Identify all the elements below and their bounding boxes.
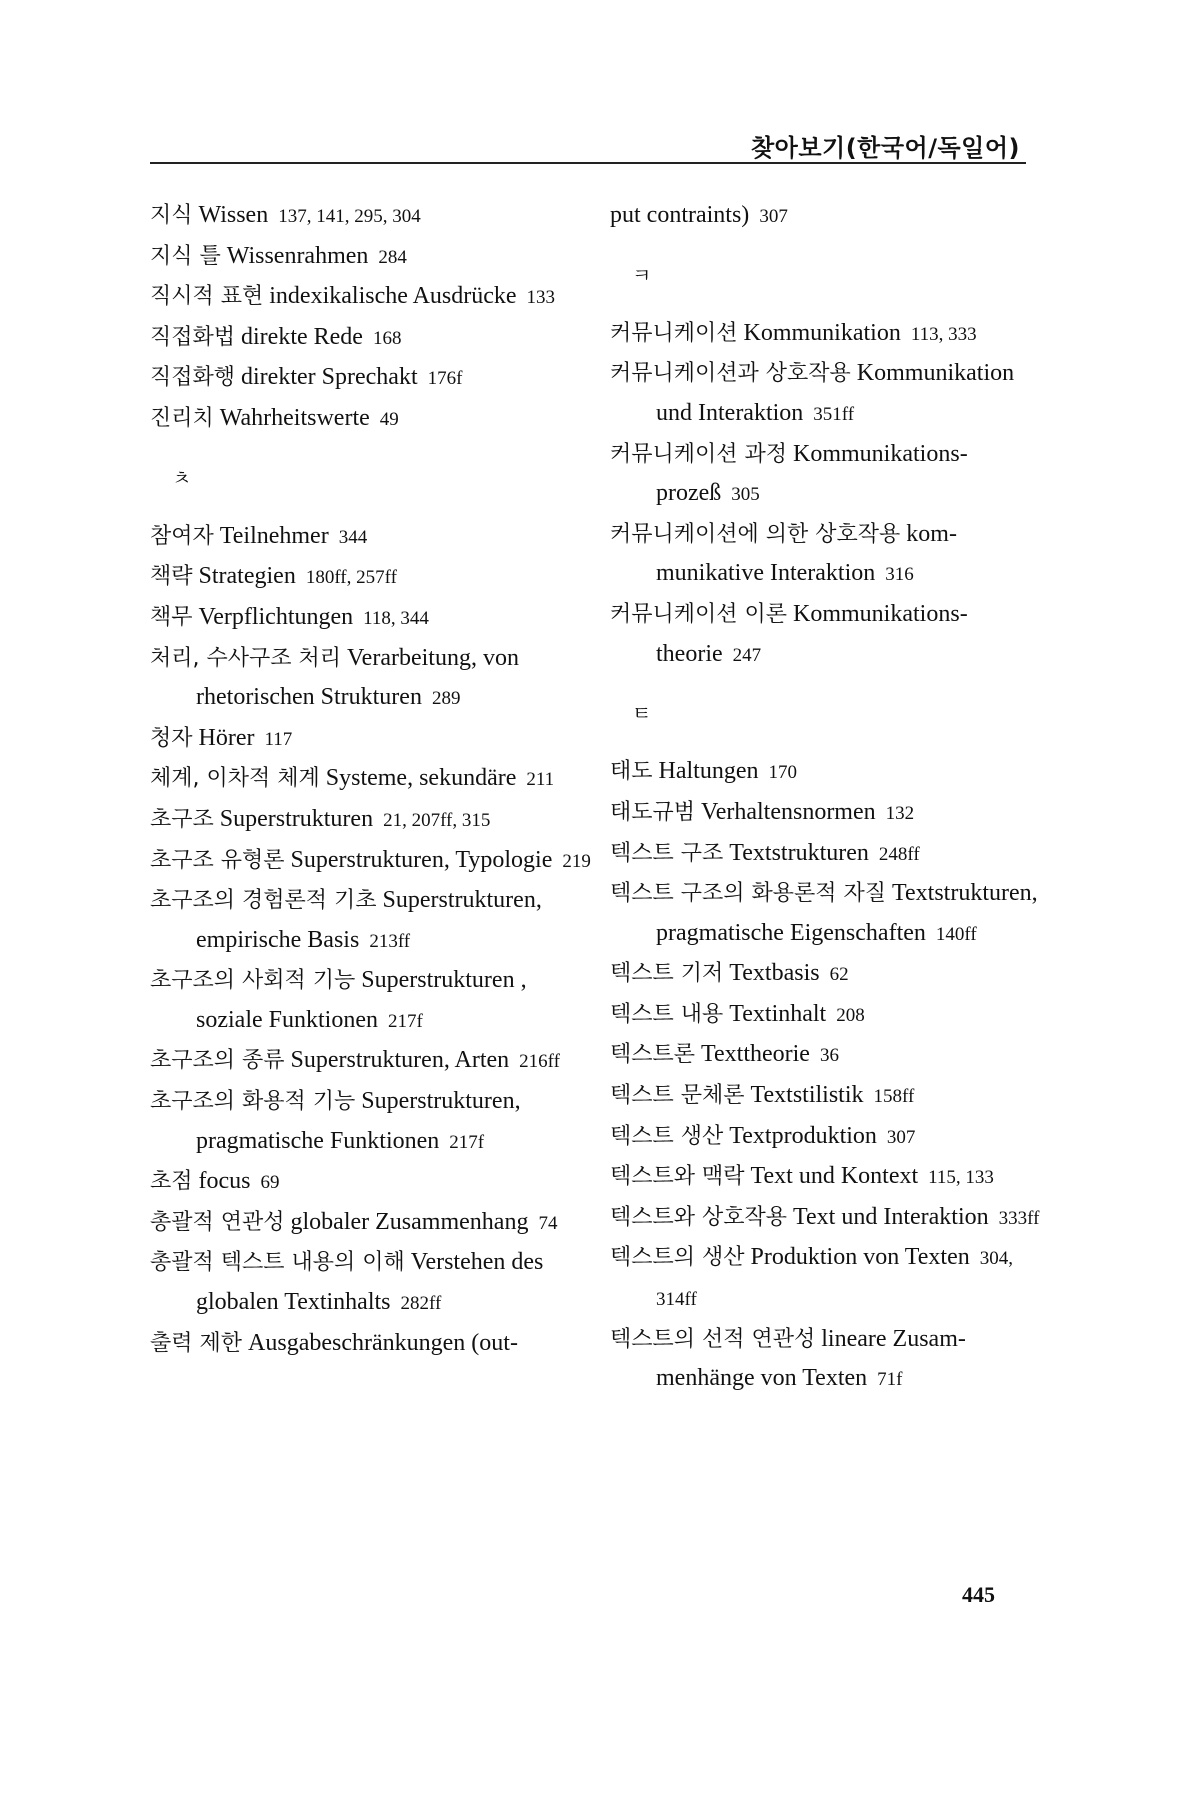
korean-term: 커뮤니케이션 과정 — [610, 441, 788, 467]
page-reference: 305 — [731, 484, 760, 506]
page-reference: 307 — [759, 206, 788, 227]
index-entry — [610, 793, 1055, 834]
index-entry — [150, 1162, 595, 1203]
german-term: Verarbeitung, von rhetorischen Strukturen — [196, 644, 519, 711]
page-reference: 217f — [387, 1010, 423, 1032]
page-reference: 219 — [562, 850, 591, 872]
page-reference: 71f — [877, 1369, 903, 1391]
index-entry — [610, 595, 1055, 675]
page-reference: 304, 314ff — [656, 1248, 1013, 1311]
page-reference: 248ff — [878, 843, 920, 865]
german-term: Verhaltensnormen — [701, 798, 876, 825]
index-entry — [150, 800, 595, 841]
page-reference: 351ff — [813, 403, 855, 425]
page-reference: 69 — [260, 1172, 280, 1194]
german-term: Text und Interaktion — [793, 1203, 989, 1230]
korean-term: 텍스트의 선적 연관성 — [610, 1326, 816, 1352]
index-entry — [610, 1320, 1055, 1400]
index-entry — [610, 1198, 1055, 1239]
index-entry — [610, 1117, 1055, 1158]
german-term: Superstrukturen, empirische Basis — [196, 887, 542, 953]
page-reference: 49 — [379, 408, 399, 430]
header-title: 찾아보기(한국어/독일어) — [750, 134, 1020, 162]
german-term: Wissen — [198, 202, 269, 228]
page-reference: 216ff — [519, 1051, 560, 1073]
index-entry — [610, 954, 1055, 995]
page-reference: 247 — [732, 644, 762, 666]
index-entry — [150, 1243, 595, 1323]
german-term: indexikalische Ausdrücke — [269, 283, 517, 310]
index-entry — [610, 874, 1055, 954]
page-reference: 118, 344 — [363, 607, 429, 629]
korean-term: 직시적 표현 — [150, 284, 264, 310]
korean-term: 텍스트와 맥락 — [610, 1164, 745, 1190]
korean-term: 지식 — [150, 203, 193, 228]
korean-term: 초구조의 경험론적 기초 — [150, 888, 377, 914]
german-term: Produktion von Texten — [750, 1244, 970, 1271]
german-term: Kommunikationsprozeß — [656, 440, 968, 507]
page-reference: 180ff, 257ff — [305, 567, 397, 589]
korean-term: 청자 — [150, 725, 193, 751]
korean-term: 텍스트 내용 — [610, 1001, 724, 1027]
german-term: Kommunikation — [743, 319, 901, 346]
german-term: direkte Rede — [241, 323, 363, 350]
section-letter: ㅊ — [172, 465, 192, 490]
german-term: kommunikative Interaktion — [656, 520, 957, 587]
index-entry — [150, 196, 595, 237]
index-entry — [610, 1076, 1055, 1117]
index-entry — [150, 358, 595, 399]
german-term: Wissenrahmen — [226, 242, 369, 269]
index-entry — [150, 1082, 595, 1162]
index-entry — [610, 995, 1055, 1036]
german-term: Strategien — [198, 563, 296, 590]
page-reference: 344 — [338, 526, 368, 548]
index-entry — [610, 1238, 1055, 1319]
german-term: Textinhalt — [729, 1000, 827, 1027]
index-entry — [610, 752, 1055, 793]
german-term: Verstehen des globalen Textinhalts — [196, 1249, 544, 1316]
page-reference: 213ff — [369, 930, 411, 952]
german-term: Verpflichtungen — [198, 603, 354, 630]
korean-term: 텍스트의 생산 — [610, 1245, 745, 1271]
index-entry — [150, 759, 595, 800]
german-term: Hörer — [198, 724, 255, 751]
korean-term: 텍스트 기저 — [610, 961, 724, 987]
index-entry — [150, 399, 595, 440]
german-term: Textbasis — [729, 960, 820, 987]
page-reference: 282ff — [400, 1293, 442, 1315]
korean-term: 참여자 — [150, 523, 214, 549]
german-term: Superstrukturen, pragmatische Funktionen — [196, 1088, 521, 1154]
korean-term: 커뮤니케이션 — [610, 320, 738, 346]
german-term: lineare Zusammenhänge von Texten — [656, 1325, 966, 1392]
page-number: 445 — [962, 1582, 995, 1607]
korean-term: 텍스트 생산 — [610, 1123, 724, 1149]
page-reference: 158ff — [873, 1086, 915, 1108]
page-reference: 307 — [886, 1126, 916, 1148]
korean-term: 직접화법 — [150, 324, 236, 350]
page-reference: 133 — [526, 287, 556, 309]
page-reference: 36 — [819, 1045, 839, 1067]
korean-term: 초구조의 화용적 기능 — [150, 1089, 356, 1115]
korean-term: 처리, 수사구조 처리 — [150, 645, 341, 671]
page-reference: 284 — [378, 246, 407, 268]
page-reference: 117 — [264, 728, 293, 750]
index-entry — [150, 961, 595, 1041]
korean-term: 초구조 — [150, 806, 214, 832]
index-entry — [150, 639, 595, 719]
index-entry — [610, 834, 1055, 875]
index-entry — [610, 196, 1055, 237]
index-entry — [610, 314, 1055, 355]
page-reference: 316 — [885, 564, 914, 586]
section-letter: ㅌ — [632, 701, 652, 726]
german-term: Text und Kontext — [750, 1163, 919, 1190]
index-entry — [150, 557, 595, 598]
german-term: Superstrukturen, Arten — [290, 1047, 510, 1074]
index-entry — [150, 1041, 595, 1082]
page-reference: 137, 141, 295, 304 — [278, 206, 421, 227]
running-header — [150, 128, 1026, 164]
index-entry — [610, 515, 1055, 595]
korean-term: 책략 — [150, 564, 193, 590]
page-reference: 21, 207ff, 315 — [383, 809, 491, 831]
korean-term: 체계, 이차적 체계 — [150, 766, 320, 792]
korean-term: 태도 — [610, 759, 653, 785]
section-letter: ㅋ — [632, 262, 652, 287]
korean-term: 텍스트 구조의 화용론적 자질 — [610, 881, 887, 907]
page-reference: 289 — [431, 688, 461, 710]
korean-term: 초구조 유형론 — [150, 847, 285, 873]
index-entry — [150, 719, 595, 760]
korean-term: 지식 틀 — [150, 243, 221, 269]
german-term: Texttheorie — [701, 1041, 810, 1068]
index-entry — [150, 277, 595, 318]
korean-term: 초구조의 종류 — [150, 1048, 285, 1074]
index-entry — [150, 318, 595, 359]
german-term: Kommunikationstheorie — [656, 600, 968, 667]
korean-term: 직접화행 — [150, 365, 236, 391]
korean-term: 텍스트와 상호작용 — [610, 1204, 788, 1230]
korean-term: 커뮤니케이션과 상호작용 — [610, 361, 851, 387]
german-term: Textstilistik — [750, 1082, 864, 1109]
german-term: Ausgabeschränkungen (out- — [248, 1329, 518, 1356]
korean-term: 초점 — [150, 1169, 193, 1195]
german-term: Systeme, sekundäre — [325, 765, 517, 792]
german-term: Superstrukturen, Typologie — [290, 846, 553, 873]
index-entry — [150, 517, 595, 558]
index-entry — [610, 1035, 1055, 1076]
index-entry — [150, 1203, 595, 1244]
index-entry — [610, 435, 1055, 515]
page-reference: 62 — [829, 964, 849, 986]
korean-term: 진리치 — [150, 405, 214, 431]
page-reference: 140ff — [935, 923, 977, 945]
page-reference: 176f — [427, 368, 463, 390]
page-reference: 74 — [538, 1212, 558, 1234]
german-term: Haltungen — [658, 758, 759, 785]
korean-term: 커뮤니케이션 이론 — [610, 601, 788, 627]
index-entry — [150, 598, 595, 639]
german-term: Superstrukturen — [219, 805, 374, 832]
korean-term: 초구조의 사회적 기능 — [150, 968, 356, 994]
page-reference: 132 — [885, 802, 915, 824]
korean-term: 총괄적 텍스트 내용의 이해 — [150, 1250, 405, 1276]
korean-term: 책무 — [150, 604, 193, 630]
index-entry — [610, 354, 1055, 434]
korean-term: 출력 제한 — [150, 1330, 243, 1356]
index-entry — [150, 841, 595, 882]
german-term: focus — [198, 1168, 251, 1195]
german-term: Textstrukturen, pragmatische Eigenschaften — [656, 880, 1038, 946]
index-entry — [610, 1157, 1055, 1198]
korean-term: 텍스트 문체론 — [610, 1083, 745, 1109]
korean-term: 커뮤니케이션에 의한 상호작용 — [610, 521, 901, 547]
korean-term: 텍스트 구조 — [610, 840, 724, 866]
page-reference: 211 — [526, 769, 555, 791]
german-term: Textstrukturen — [729, 839, 869, 866]
index-entry — [150, 237, 595, 278]
index-entry — [150, 881, 595, 961]
german-term: Textproduktion — [729, 1122, 877, 1149]
index-entry — [150, 1324, 595, 1364]
german-term: direkter Sprechakt — [241, 364, 418, 391]
korean-term: 텍스트론 — [610, 1042, 696, 1068]
index-column-right — [610, 196, 1055, 1400]
german-term: Superstrukturen , soziale Funktionen — [196, 967, 527, 1033]
german-term: put contraints) — [610, 202, 750, 228]
page-reference: 113, 333 — [910, 323, 977, 345]
german-term: Teilnehmer — [219, 522, 329, 549]
german-term: globaler Zusammenhang — [290, 1208, 529, 1235]
korean-term: 총괄적 연관성 — [150, 1209, 285, 1235]
page-reference: 217f — [449, 1131, 485, 1153]
page-reference: 208 — [836, 1004, 865, 1026]
german-term: Kommunikation und Interaktion — [656, 360, 1015, 426]
index-column-left — [150, 196, 595, 1363]
german-term: Wahrheitswerte — [219, 404, 370, 431]
page-reference: 170 — [768, 762, 797, 784]
korean-term: 태도규범 — [610, 799, 696, 825]
page-reference: 333ff — [998, 1207, 1040, 1229]
page-reference: 168 — [372, 327, 402, 349]
page-reference: 115, 133 — [928, 1167, 994, 1189]
